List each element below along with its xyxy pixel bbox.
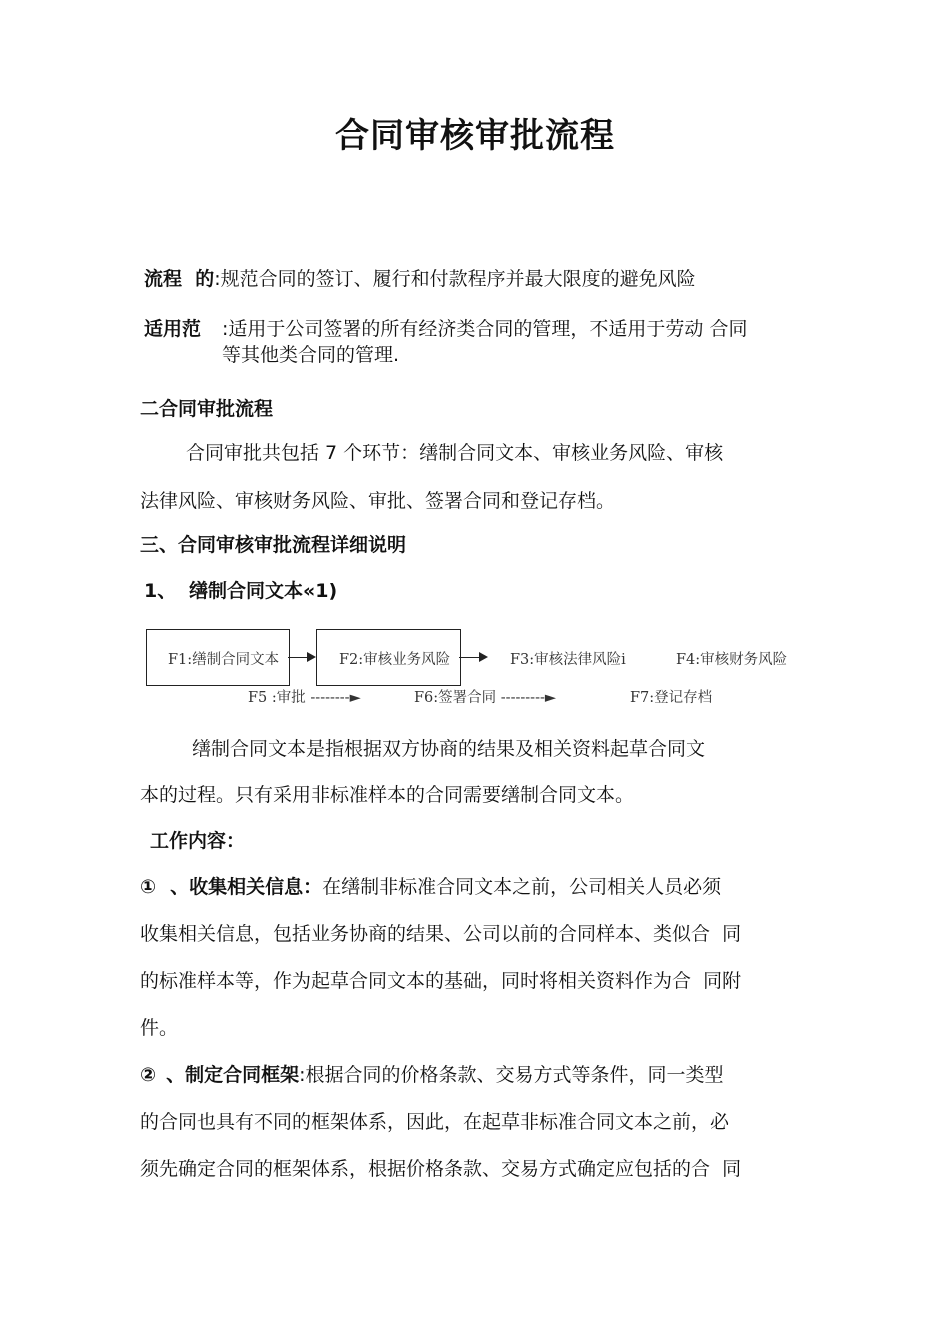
description-line-2: 本的过程。只有采用非标准样本的合同需要缮制合同文本。 [140,784,635,806]
subsection1-number: 1、 [144,580,177,602]
work-item2-line-2: 的合同也具有不同的框架体系，因此，在起草非标准合同文本之前，必 [140,1111,730,1133]
work-item2-line-3: 须先确定合同的框架体系，根据价格条款、交易方式确定应包括的合 同 [140,1158,742,1180]
purpose-text: :规范合同的签订、履行和付款程序并最大限度的避免风险 [214,268,696,290]
flow-arrowhead-f2-f3 [479,652,488,662]
work-heading: 工作内容： [150,830,246,852]
work-item2-number: ② [140,1064,157,1086]
flow-arrowhead-f1-f2 [307,652,316,662]
subsection1-title: 缮制合同文本«1) [189,580,338,602]
work-item1-number: ① [140,876,157,898]
flow-step-f3: F3:审核法律风险ⅰ [510,652,626,668]
work-item1-line-3: 的标准样本等，作为起草合同文本的基础，同时将相关资料作为合 同附 [140,970,742,992]
flow-arrow-f1-f2 [288,657,308,658]
flow-step-f2: F2:审核业务风险 [339,652,451,668]
section2-para-line-1: 合同审批共包括 7 个环节：缮制合同文本、审核业务风险、审核 [186,442,724,464]
description-line-1: 缮制合同文本是指根据双方协商的结果及相关资料起草合同文 [192,738,706,760]
purpose-label: 流程 的 [144,268,215,290]
work-item1-title: 、收集相关信息： [170,876,323,898]
section3-heading: 三、合同审核审批流程详细说明 [140,534,407,556]
work-item2-text: :根据合同的价格条款、交易方式等条件，同一类型 [299,1064,724,1086]
flow-step-f7: F7:登记存档 [630,690,713,706]
purpose-row [144,264,696,291]
section2-para-line-2: 法律风险、审核财务风险、审批、签署合同和登记存档。 [140,490,616,512]
work-item2-title: 、制定合同框架 [166,1064,300,1086]
flow-step-f4: F4:审核财务风险 [676,652,788,668]
flow-step-f6: F6:签署合同 ---------► [414,690,557,706]
work-item1-line-1 [140,872,721,899]
flow-arrow-f2-f3 [459,657,480,658]
scope-label: 适用范 [144,318,202,340]
work-item1-line-2: 收集相关信息，包括业务协商的结果、公司以前的合同样本、类似合 同 [140,923,742,945]
work-item1-text: 在缮制非标准合同文本之前，公司相关人员必须 [322,876,722,898]
work-item1-line-4: 件。 [140,1017,179,1039]
work-item2-line-1 [140,1060,724,1087]
scope-text-line-1: :适用于公司签署的所有经济类合同的管理，不适用于劳动 合同 [222,318,748,340]
page-title: 合同审核审批流程 [335,116,615,156]
flow-step-f5: F5 :审批 --------► [248,690,361,706]
flow-step-f1: F1:缮制合同文本 [168,652,280,668]
scope-text-line-2: 等其他类合同的管理. [222,344,400,366]
section2-heading: 二合同审批流程 [140,398,274,420]
